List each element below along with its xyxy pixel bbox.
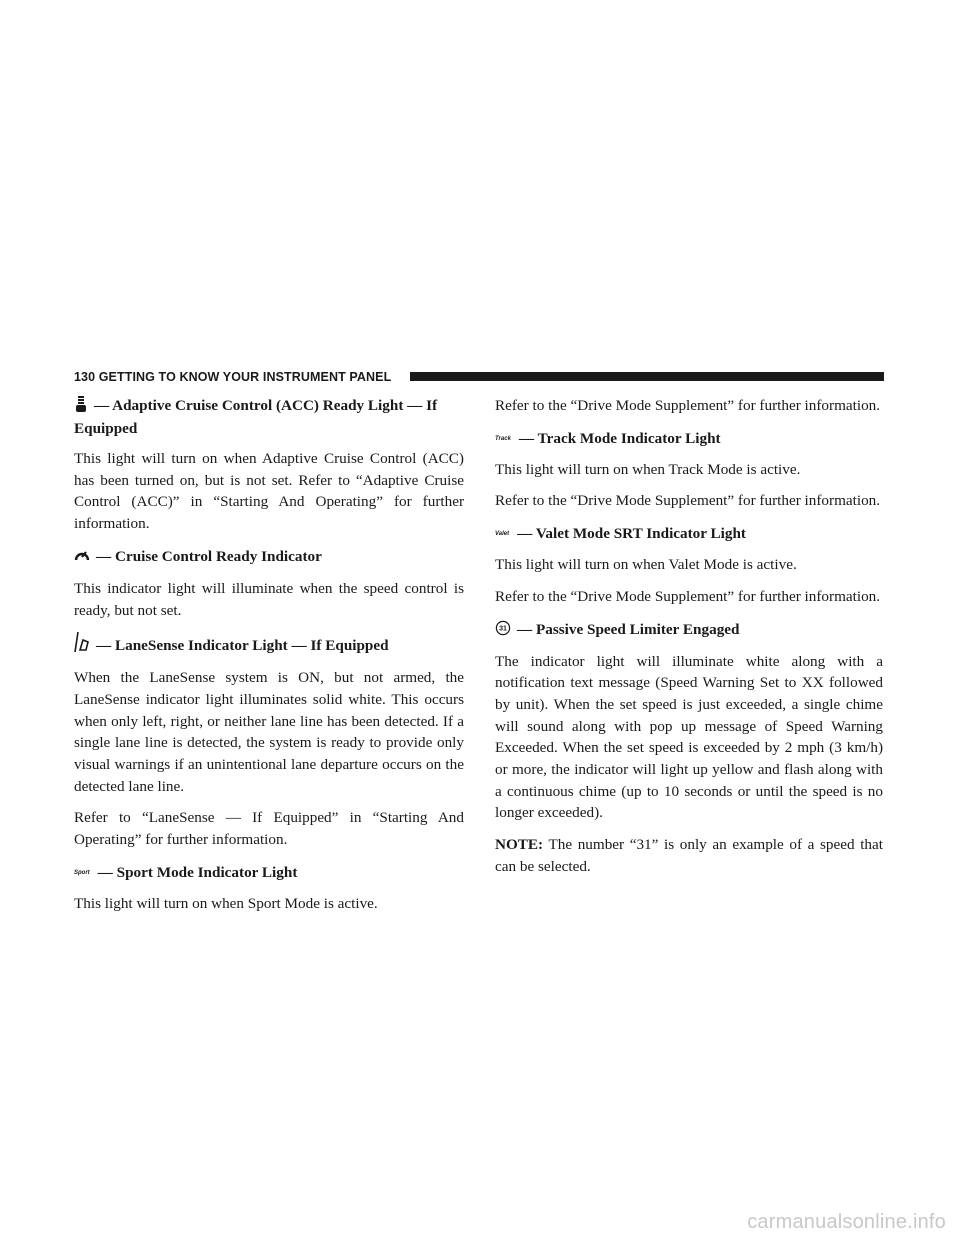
valet-heading — [495, 523, 883, 545]
cruise-heading — [74, 546, 464, 569]
cruise-section — [74, 546, 464, 621]
valet-section — [495, 523, 883, 607]
track-mode-icon: Track — [495, 435, 511, 442]
lanesense-heading-text: — LaneSense Indicator Light — If Equipped — [96, 637, 389, 655]
sport-heading-text: — Sport Mode Indicator Light — [97, 863, 298, 881]
left-column — [74, 395, 464, 926]
psl-heading — [495, 619, 883, 642]
section-title: GETTING TO KNOW YOUR INSTRUMENT PANEL — [98, 370, 392, 384]
acc-heading-text: — Adaptive Cruise Control (ACC) Ready Light — If Equipped — [74, 397, 438, 437]
note-text: The number “31” is only an example of a speed that can be selected. — [495, 836, 883, 875]
track-section — [495, 428, 883, 512]
lanesense-body: When the LaneSense system is ON, but not armed, the LaneSense indicator light illuminates solid white. This occurs when only left, right, or neither lane line has been detected. If a single lane line is detected, the system is ready to provide only visual warnings if an unintentional lane departure occurs on the detected lane line. — [74, 669, 464, 795]
watermark: carmanualsonline.info — [747, 1211, 946, 1233]
valet-heading-text: — Valet Mode SRT Indicator Light — [517, 525, 746, 543]
cruise-control-icon — [74, 548, 90, 569]
note-label: NOTE: — [495, 836, 544, 854]
psl-note — [495, 834, 883, 877]
sport-section — [74, 862, 464, 915]
valet-body: This light will turn on when Valet Mode is active. — [495, 556, 797, 574]
track-heading-text: — Track Mode Indicator Light — [518, 429, 721, 447]
psl-section — [495, 619, 883, 878]
sport-refer-section — [495, 395, 883, 417]
lanesense-icon — [74, 632, 90, 658]
lanesense-heading — [74, 632, 464, 658]
psl-heading-text: — Passive Speed Limiter Engaged — [517, 620, 740, 638]
cruise-heading-text: — Cruise Control Ready Indicator — [96, 547, 322, 565]
sport-heading — [74, 862, 464, 884]
adaptive-cruise-icon — [74, 396, 88, 418]
header-rule — [410, 372, 884, 381]
track-body: This light will turn on when Track Mode is active. — [495, 460, 801, 478]
sport-refer: Refer to the “Drive Mode Supplement” for further information. — [495, 397, 881, 414]
header-text — [74, 369, 391, 385]
speed-limiter-number: 31 — [499, 625, 507, 633]
speed-limiter-icon — [495, 620, 511, 642]
page-header — [74, 369, 884, 385]
cruise-body: This indicator light will illuminate when the speed control is ready, but not set. — [74, 579, 464, 619]
acc-heading — [74, 395, 464, 439]
lanesense-refer: Refer to “LaneSense — If Equipped” in “Starting And Operating” for further information. — [74, 809, 464, 849]
valet-refer: Refer to the “Drive Mode Supplement” for further information. — [495, 587, 881, 605]
track-refer: Refer to the “Drive Mode Supplement” for further information. — [495, 492, 881, 510]
right-column — [495, 395, 883, 889]
valet-mode-icon: Valet — [495, 531, 510, 538]
lanesense-section — [74, 632, 464, 851]
acc-section — [74, 395, 464, 535]
acc-body: This light will turn on when Adaptive Cruise Control (ACC) has been turned on, but is not set. Refer to “Adaptive Cruise Control (ACC)” in “Starting And Operating” for further information. — [74, 450, 464, 533]
sport-mode-icon: Sport — [74, 869, 90, 876]
page-number: 130 — [74, 370, 96, 384]
psl-body: The indicator light will illuminate white along with a notification text message (Speed Warning Set to XX followed by unit). When the set speed is just exceeded, a single chime will sound along with pop up message of Speed Warning Exceeded. When the set speed is exceeded by 2 mph (3 km/h) or more, the indicator will light up yellow and flash along with a continuous chime (up to 10 seconds or until the speed is no longer exceeded). — [495, 652, 883, 822]
sport-body: This light will turn on when Sport Mode is active. — [74, 894, 378, 912]
track-heading — [495, 428, 883, 450]
